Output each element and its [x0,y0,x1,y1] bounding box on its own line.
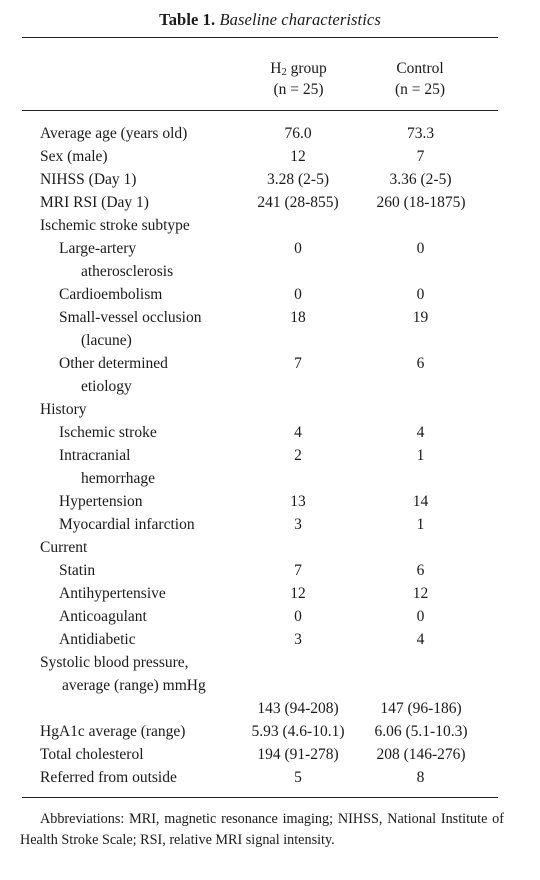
table-title: Baseline characteristics [219,10,381,29]
row-label: Ischemic stroke subtype [40,217,190,234]
table-row [40,145,510,168]
column-header-control-name: Control [396,60,444,77]
row-label: Systolic blood pressure, average (range) mmHg [40,654,206,694]
table-row [40,237,510,283]
h2-value: 7 [294,562,302,579]
control-value: 4 [416,631,425,648]
row-label: MRI RSI (Day 1) [40,194,149,211]
h2-value: 13 [290,493,306,510]
table-row [40,766,510,789]
control-value: 12 [412,585,429,602]
table-row [40,743,510,766]
h2-value: 194 (91-278) [257,746,339,763]
control-value: 0 [416,608,425,625]
row-label: Cardioembolism [59,286,163,303]
section-heading [40,536,510,559]
table-row [40,306,510,352]
table-row [40,582,510,605]
row-label: Hypertension [59,493,143,510]
table-row [40,421,510,444]
row-label: Current [40,539,88,556]
table-row [40,444,510,490]
control-value: 8 [416,769,425,786]
column-header-h2-name: $H_2$ group [270,60,327,78]
control-value: 73.3 [406,125,435,142]
h2-value: 76.0 [284,125,312,142]
row-label: Antihypertensive [59,585,166,602]
row-label: Referred from outside [40,769,177,786]
table-row [40,283,510,306]
control-value: 4 [416,424,425,441]
h2-value: 12 [290,585,306,602]
header-rule [22,110,498,111]
section-heading [40,214,510,237]
row-label: Statin [59,562,96,579]
column-header-h2-group [246,58,351,100]
row-label: Other determined etiology [59,355,168,395]
control-value: 6 [416,355,425,372]
h2-value: 7 [294,355,302,372]
h2-value: 5.93 (4.6-10.1) [251,723,345,740]
table-row [40,651,510,720]
table-row [40,122,510,145]
h2-value: 0 [294,286,302,303]
table-caption [0,10,540,30]
control-value: 6.06 (5.1-10.3) [374,723,468,740]
table-footnote: Abbreviations: MRI, magnetic resonance imaging; NIHSS, National Institute of Health Stroke Scale; RSI, relative MRI signal intensity. [20,811,504,848]
table-row [40,720,510,743]
h2-value: 0 [294,240,302,257]
control-value: 0 [416,286,425,303]
h2-value: 241 (28-855) [257,194,339,211]
control-value: 0 [416,240,425,257]
control-value: 7 [416,148,425,165]
table-row [40,628,510,651]
control-value: 147 (96-186) [380,700,462,717]
h2-value: 0 [294,608,302,625]
row-label: Average age (years old) [40,125,188,142]
section-heading [40,398,510,421]
control-value: 14 [412,493,429,510]
h2-value: 143 (94-208) [257,700,339,717]
table-number: Table 1. [159,10,216,29]
table-row [40,168,510,191]
bottom-rule [22,797,498,798]
top-rule [22,37,498,38]
row-label: NIHSS (Day 1) [40,171,137,188]
row-label: Antidiabetic [59,631,136,648]
row-label: Small-vessel occlusion (lacune) [59,309,202,349]
h2-value: 18 [290,309,306,326]
column-header-control [372,58,468,100]
h2-value: 4 [294,424,302,441]
h2-value: 2 [294,447,302,464]
h2-value: 12 [290,148,306,165]
table-body [40,122,510,789]
control-value: 208 (146-276) [376,746,466,763]
control-value: 3.36 (2-5) [389,171,452,188]
h2-value: 3 [294,631,302,648]
table-row [40,352,510,398]
row-label: Anticoagulant [59,608,147,625]
table-row [40,605,510,628]
row-label: Myocardial infarction [59,516,195,533]
row-label: Total cholesterol [40,746,144,763]
h2-value: 3 [294,516,302,533]
row-label: HgA1c average (range) [40,723,186,740]
table-row [40,191,510,214]
table-row [40,559,510,582]
row-label: Large-artery atherosclerosis [59,240,174,280]
h2-value: 5 [294,769,302,786]
row-label: Intracranial hemorrhage [59,447,156,487]
control-value: 19 [412,309,429,326]
row-label: Ischemic stroke [59,424,157,441]
row-label: Sex (male) [40,148,108,165]
column-header-h2-n: (n = 25) [273,81,324,98]
control-value: 1 [416,516,425,533]
column-header-control-n: (n = 25) [394,81,446,98]
control-value: 260 (18-1875) [376,194,466,211]
control-value: 6 [416,562,425,579]
control-value: 1 [416,447,425,464]
h2-value: 3.28 (2-5) [267,171,329,188]
table-row [40,513,510,536]
row-label: History [40,401,87,418]
table-row [40,490,510,513]
